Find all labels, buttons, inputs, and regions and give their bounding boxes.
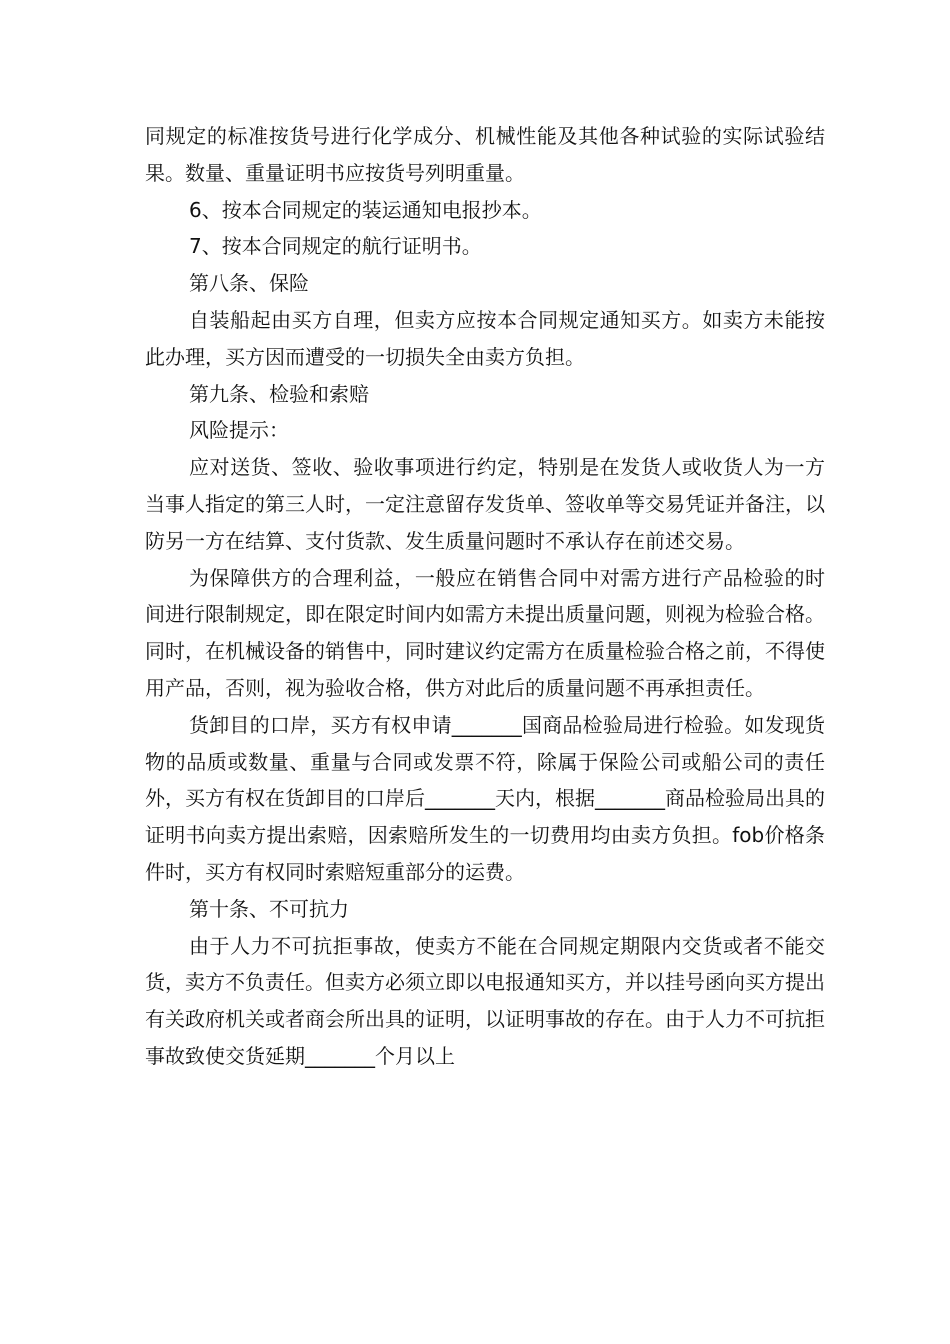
paragraph-item-7: 7、按本合同规定的航行证明书。 xyxy=(189,234,482,259)
heading-article-10: 第十条、不可抗力 xyxy=(189,896,349,921)
document-page xyxy=(145,118,825,1075)
heading-article-8: 第八条、保险 xyxy=(189,271,309,296)
heading-article-9: 第九条、检验和索赔 xyxy=(189,381,369,406)
paragraph-insurance: 自装船起由买方自理，但卖方应按本合同规定通知买方。如卖方未能按此办理，买方因而遭受的一切损失全由卖方负担。 xyxy=(145,307,825,369)
risk-notice-label: 风险提示： xyxy=(189,418,289,443)
paragraph-test-results: 同规定的标准按货号进行化学成分、机械性能及其他各种试验的实际试验结果。数量、重量证明书应按货号列明重量。 xyxy=(145,124,825,185)
paragraph-force-majeure: 由于人力不可抗拒事故，使卖方不能在合同规定期限内交货或者不能交货，卖方不负责任。但卖方必须立即以电报通知买方，并以挂号函向买方提出有关政府机关或者商会所出具的证明，以证明事故的存在。由于人力不可抗拒事故致使交货延期_______个月以上 xyxy=(145,933,825,1068)
paragraph-item-6: 6、按本合同规定的装运通知电报抄本。 xyxy=(189,197,542,222)
paragraph-claims: 货卸目的口岸，买方有权申请_______国商品检验局进行检验。如发现货物的品质或数量、重量与合同或发票不符，除属于保险公司或船公司的责任外，买方有权在货卸目的口岸后_______天内，根据_______商品检验局出具的证明书向卖方提出索赔，因索赔所发生的一切费用均由卖方负担。fob价格条件时，买方有权同时索赔短重部分的运费。 xyxy=(145,712,825,884)
paragraph-delivery-risk: 应对送货、签收、验收事项进行约定，特别是在发货人或收货人为一方当事人指定的第三人时，一定注意留存发货单、签收单等交易凭证并备注，以防另一方在结算、支付货款、发生质量问题时不承认存在前述交易。 xyxy=(145,455,825,553)
paragraph-inspection-time: 为保障供方的合理利益，一般应在销售合同中对需方进行产品检验的时间进行限制规定，即在限定时间内如需方未提出质量问题，则视为检验合格。同时，在机械设备的销售中，同时建议约定需方在质量检验合格之前，不得使用产品，否则，视为验收合格，供方对此后的质量问题不再承担责任。 xyxy=(145,565,825,700)
